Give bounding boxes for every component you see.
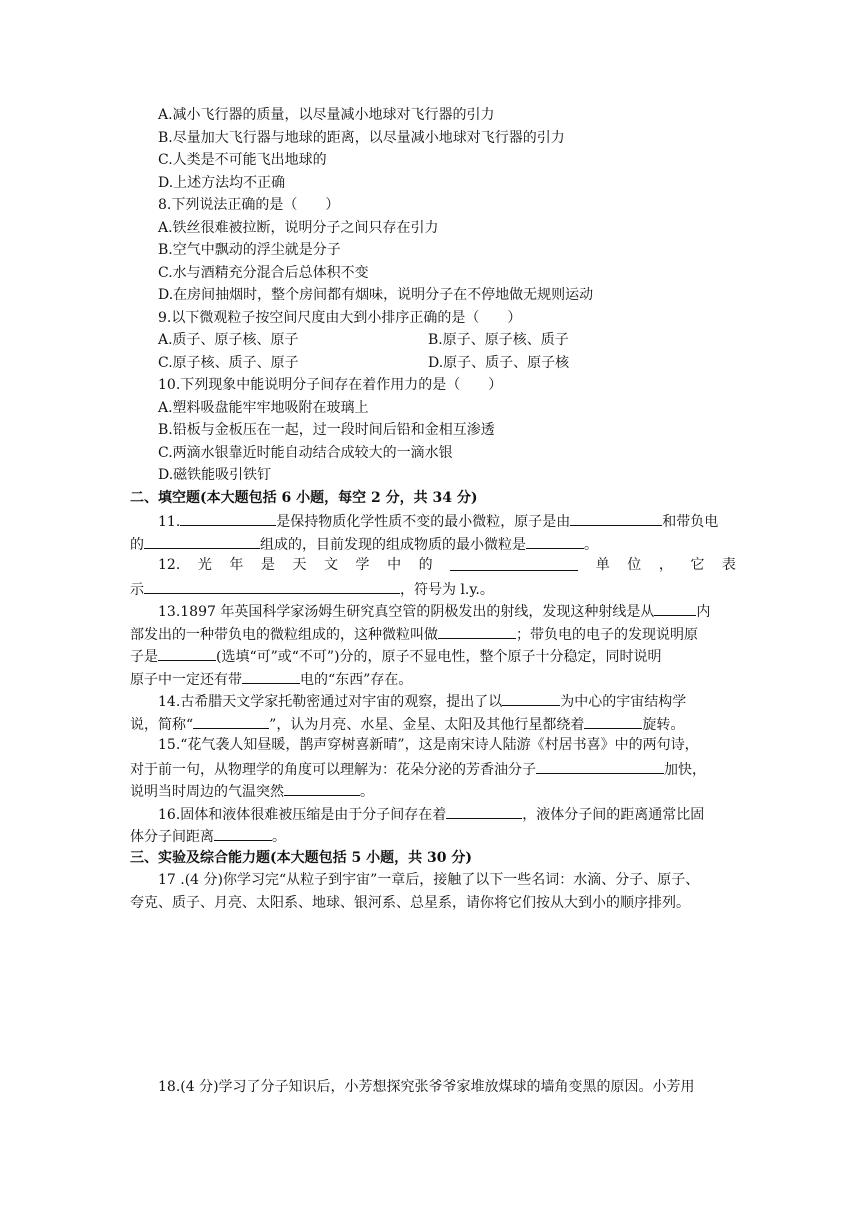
q11-text: 11. bbox=[158, 514, 181, 530]
q9-options-row1 bbox=[158, 330, 569, 350]
q14-text: 旋转。 bbox=[642, 717, 685, 733]
q14-blank-3[interactable] bbox=[584, 713, 642, 729]
section2-heading: 二、填空题(本大题包括 6 小题，每空 2 分，共 34 分) bbox=[130, 490, 478, 506]
q10-option-c: C.两滴水银靠近时能自动结合成较大的一滴水银 bbox=[158, 445, 453, 461]
q14-text: ”，认为月亮、水星、金星、太阳及其他行星都绕着 bbox=[269, 717, 585, 733]
q12-char: ， bbox=[658, 557, 673, 573]
q12-line1 bbox=[158, 555, 736, 575]
q12-char: 学 bbox=[355, 557, 370, 573]
q7-option-c: C.人类是不可能飞出地球的 bbox=[158, 152, 327, 168]
section3-heading: 三、实验及综合能力题(本大题包括 5 小题，共 30 分) bbox=[130, 850, 472, 866]
q16-text: 体分子间距离 bbox=[130, 829, 214, 845]
q10-stem: 10.下列现象中能说明分子间存在着作用力的是（ ） bbox=[158, 377, 503, 393]
q13-line1 bbox=[158, 600, 710, 620]
q11-text: 的 bbox=[130, 537, 144, 553]
q8-option-a: A.铁丝很难被拉断，说明分子之间只存在引力 bbox=[158, 220, 439, 236]
q11-text: 是保持物质化学性质不变的最小微粒，原子是由 bbox=[276, 514, 571, 530]
q18-line1: 18.(4 分)学习了分子知识后，小芳想探究张爷爷家堆放煤球的墙角变黑的原因。小芳用 bbox=[158, 1079, 695, 1095]
q12-char: 光 bbox=[197, 557, 212, 573]
q11-blank-1[interactable] bbox=[180, 510, 276, 526]
q13-text: ；带负电的电子的发现说明原 bbox=[516, 627, 698, 643]
q9-option-a: A.质子、原子核、原子 bbox=[158, 332, 299, 348]
q13-text: 原子中一定还有带 bbox=[130, 672, 242, 688]
q7-option-a: A.减小飞行器的质量，以尽量减小地球对飞行器的引力 bbox=[158, 107, 495, 123]
q8-option-c: C.水与酒精充分混合后总体积不变 bbox=[158, 265, 369, 281]
q12-char: 它 bbox=[690, 557, 705, 573]
q13-text: 子是 bbox=[130, 649, 158, 665]
q7-option-b: B.尽量加大飞行器与地球的距离，以尽量减小地球对飞行器的引力 bbox=[158, 130, 565, 146]
q13-text: 部发出的一种带负电的微粒组成的，这种微粒叫做 bbox=[130, 627, 438, 643]
q9-option-b: B.原子、原子核、质子 bbox=[428, 332, 569, 348]
q13-text: 内 bbox=[696, 604, 711, 620]
q17-line2: 夸克、质子、月亮、太阳系、地球、银河系、总星系，请你将它们按从大到小的顺序排列。 bbox=[130, 895, 690, 911]
q14-line1 bbox=[158, 690, 686, 710]
q15-line1: 15.“花气袭人知昼暖，鹊声穿树喜新晴”，这是南宋诗人陆游《村居书喜》中的两句诗， bbox=[158, 737, 699, 753]
q11-blank-3[interactable] bbox=[144, 533, 260, 549]
q14-text: 14.古希腊天文学家托勒密通过对宇宙的观察，提出了以 bbox=[158, 694, 503, 710]
q13-blank-2[interactable] bbox=[438, 623, 516, 639]
q12-char: 中 bbox=[387, 557, 402, 573]
q13-blank-4[interactable] bbox=[242, 668, 300, 684]
q16-text: 16.固体和液体很难被压缩是由于分子间存在着 bbox=[158, 807, 447, 823]
q15-blank-2[interactable] bbox=[284, 780, 360, 796]
q11-blank-2[interactable] bbox=[570, 510, 662, 526]
q15-text: 加快， bbox=[664, 762, 706, 778]
q16-text: 。 bbox=[272, 829, 286, 845]
q12-char: 位 bbox=[627, 557, 642, 573]
q13-line3 bbox=[130, 645, 662, 665]
q15-line2 bbox=[130, 758, 706, 778]
q16-line2 bbox=[130, 825, 286, 845]
q12-text: ，符号为 l.y.。 bbox=[400, 582, 494, 598]
q13-text: 13.1897 年英国科学家汤姆生研究真空管的阴极发出的射线，发现这种射线是从 bbox=[158, 604, 655, 620]
q14-blank-2[interactable] bbox=[193, 713, 269, 729]
q12-line2 bbox=[130, 578, 494, 598]
q10-option-d: D.磁铁能吸引铁钉 bbox=[158, 467, 272, 483]
q15-text: 说明当时周边的气温突然 bbox=[130, 784, 284, 800]
q15-line3 bbox=[130, 780, 374, 800]
q12-blank-2[interactable] bbox=[144, 578, 400, 594]
q12-char: 天 bbox=[292, 557, 307, 573]
q13-line4 bbox=[130, 668, 412, 688]
q13-blank-1[interactable] bbox=[654, 600, 696, 616]
q11-text: 组成的，目前发现的组成物质的最小微粒是 bbox=[260, 537, 526, 553]
q8-option-d: D.在房间抽烟时，整个房间都有烟味，说明分子在不停地做无规则运动 bbox=[158, 287, 594, 303]
q14-text: 为中心的宇宙结构学 bbox=[560, 694, 687, 710]
q16-line1 bbox=[158, 803, 704, 823]
q16-blank-2[interactable] bbox=[214, 825, 272, 841]
q15-text: 对于前一句，从物理学的角度可以理解为：花朵分泌的芳香油分子 bbox=[130, 762, 536, 778]
q13-line2 bbox=[130, 623, 698, 643]
q10-option-b: B.铅板与金板压在一起，过一段时间后铅和金相互渗透 bbox=[158, 422, 495, 438]
q11-line2 bbox=[130, 533, 598, 553]
q14-text: 说，简称“ bbox=[130, 717, 194, 733]
q13-blank-3[interactable] bbox=[158, 645, 216, 661]
q9-options-row2 bbox=[158, 353, 570, 373]
q9-stem: 9.以下微观粒子按空间尺度由大到小排序正确的是（ ） bbox=[158, 310, 522, 326]
q9-option-c: C.原子核、质子、原子 bbox=[158, 355, 299, 371]
q11-line1 bbox=[158, 510, 718, 530]
q13-text: (选填“可”或“不可”)分的，原子不显电性，整个原子十分稳定，同时说明 bbox=[216, 649, 662, 665]
q12-char: 是 bbox=[260, 557, 275, 573]
q11-blank-4[interactable] bbox=[526, 533, 584, 549]
q9-option-d: D.原子、质子、原子核 bbox=[428, 355, 570, 371]
q12-char: 表 bbox=[721, 557, 736, 573]
q8-stem: 8.下列说法正确的是（ ） bbox=[158, 197, 340, 213]
q12-char: 12. bbox=[158, 557, 181, 573]
q12-char: 的 bbox=[418, 557, 433, 573]
q15-blank-1[interactable] bbox=[536, 758, 664, 774]
q17-line1: 17 .(4 分)你学习完“从粒子到宇宙”一章后，接触了以下一些名词：水滴、分子、原子、 bbox=[158, 872, 700, 888]
q10-option-a: A.塑料吸盘能牢牢地吸附在玻璃上 bbox=[158, 400, 369, 416]
q11-text: 。 bbox=[584, 537, 598, 553]
q11-text: 和带负电 bbox=[662, 514, 719, 530]
q15-text: 。 bbox=[360, 784, 374, 800]
q12-text: 示 bbox=[130, 582, 144, 598]
q12-char: 年 bbox=[229, 557, 244, 573]
q12-blank-1[interactable] bbox=[450, 555, 578, 571]
q16-blank-1[interactable] bbox=[446, 803, 522, 819]
q12-char: 文 bbox=[324, 557, 338, 573]
q16-text: ，液体分子间的距离通常比固 bbox=[522, 807, 705, 823]
q8-option-b: B.空气中飘动的浮尘就是分子 bbox=[158, 242, 341, 258]
q14-blank-1[interactable] bbox=[502, 690, 560, 706]
q7-option-d: D.上述方法均不正确 bbox=[158, 175, 286, 191]
q14-line2 bbox=[130, 713, 684, 733]
q12-char: 单 bbox=[595, 557, 610, 573]
q13-text: 电的“东西”存在。 bbox=[300, 672, 413, 688]
